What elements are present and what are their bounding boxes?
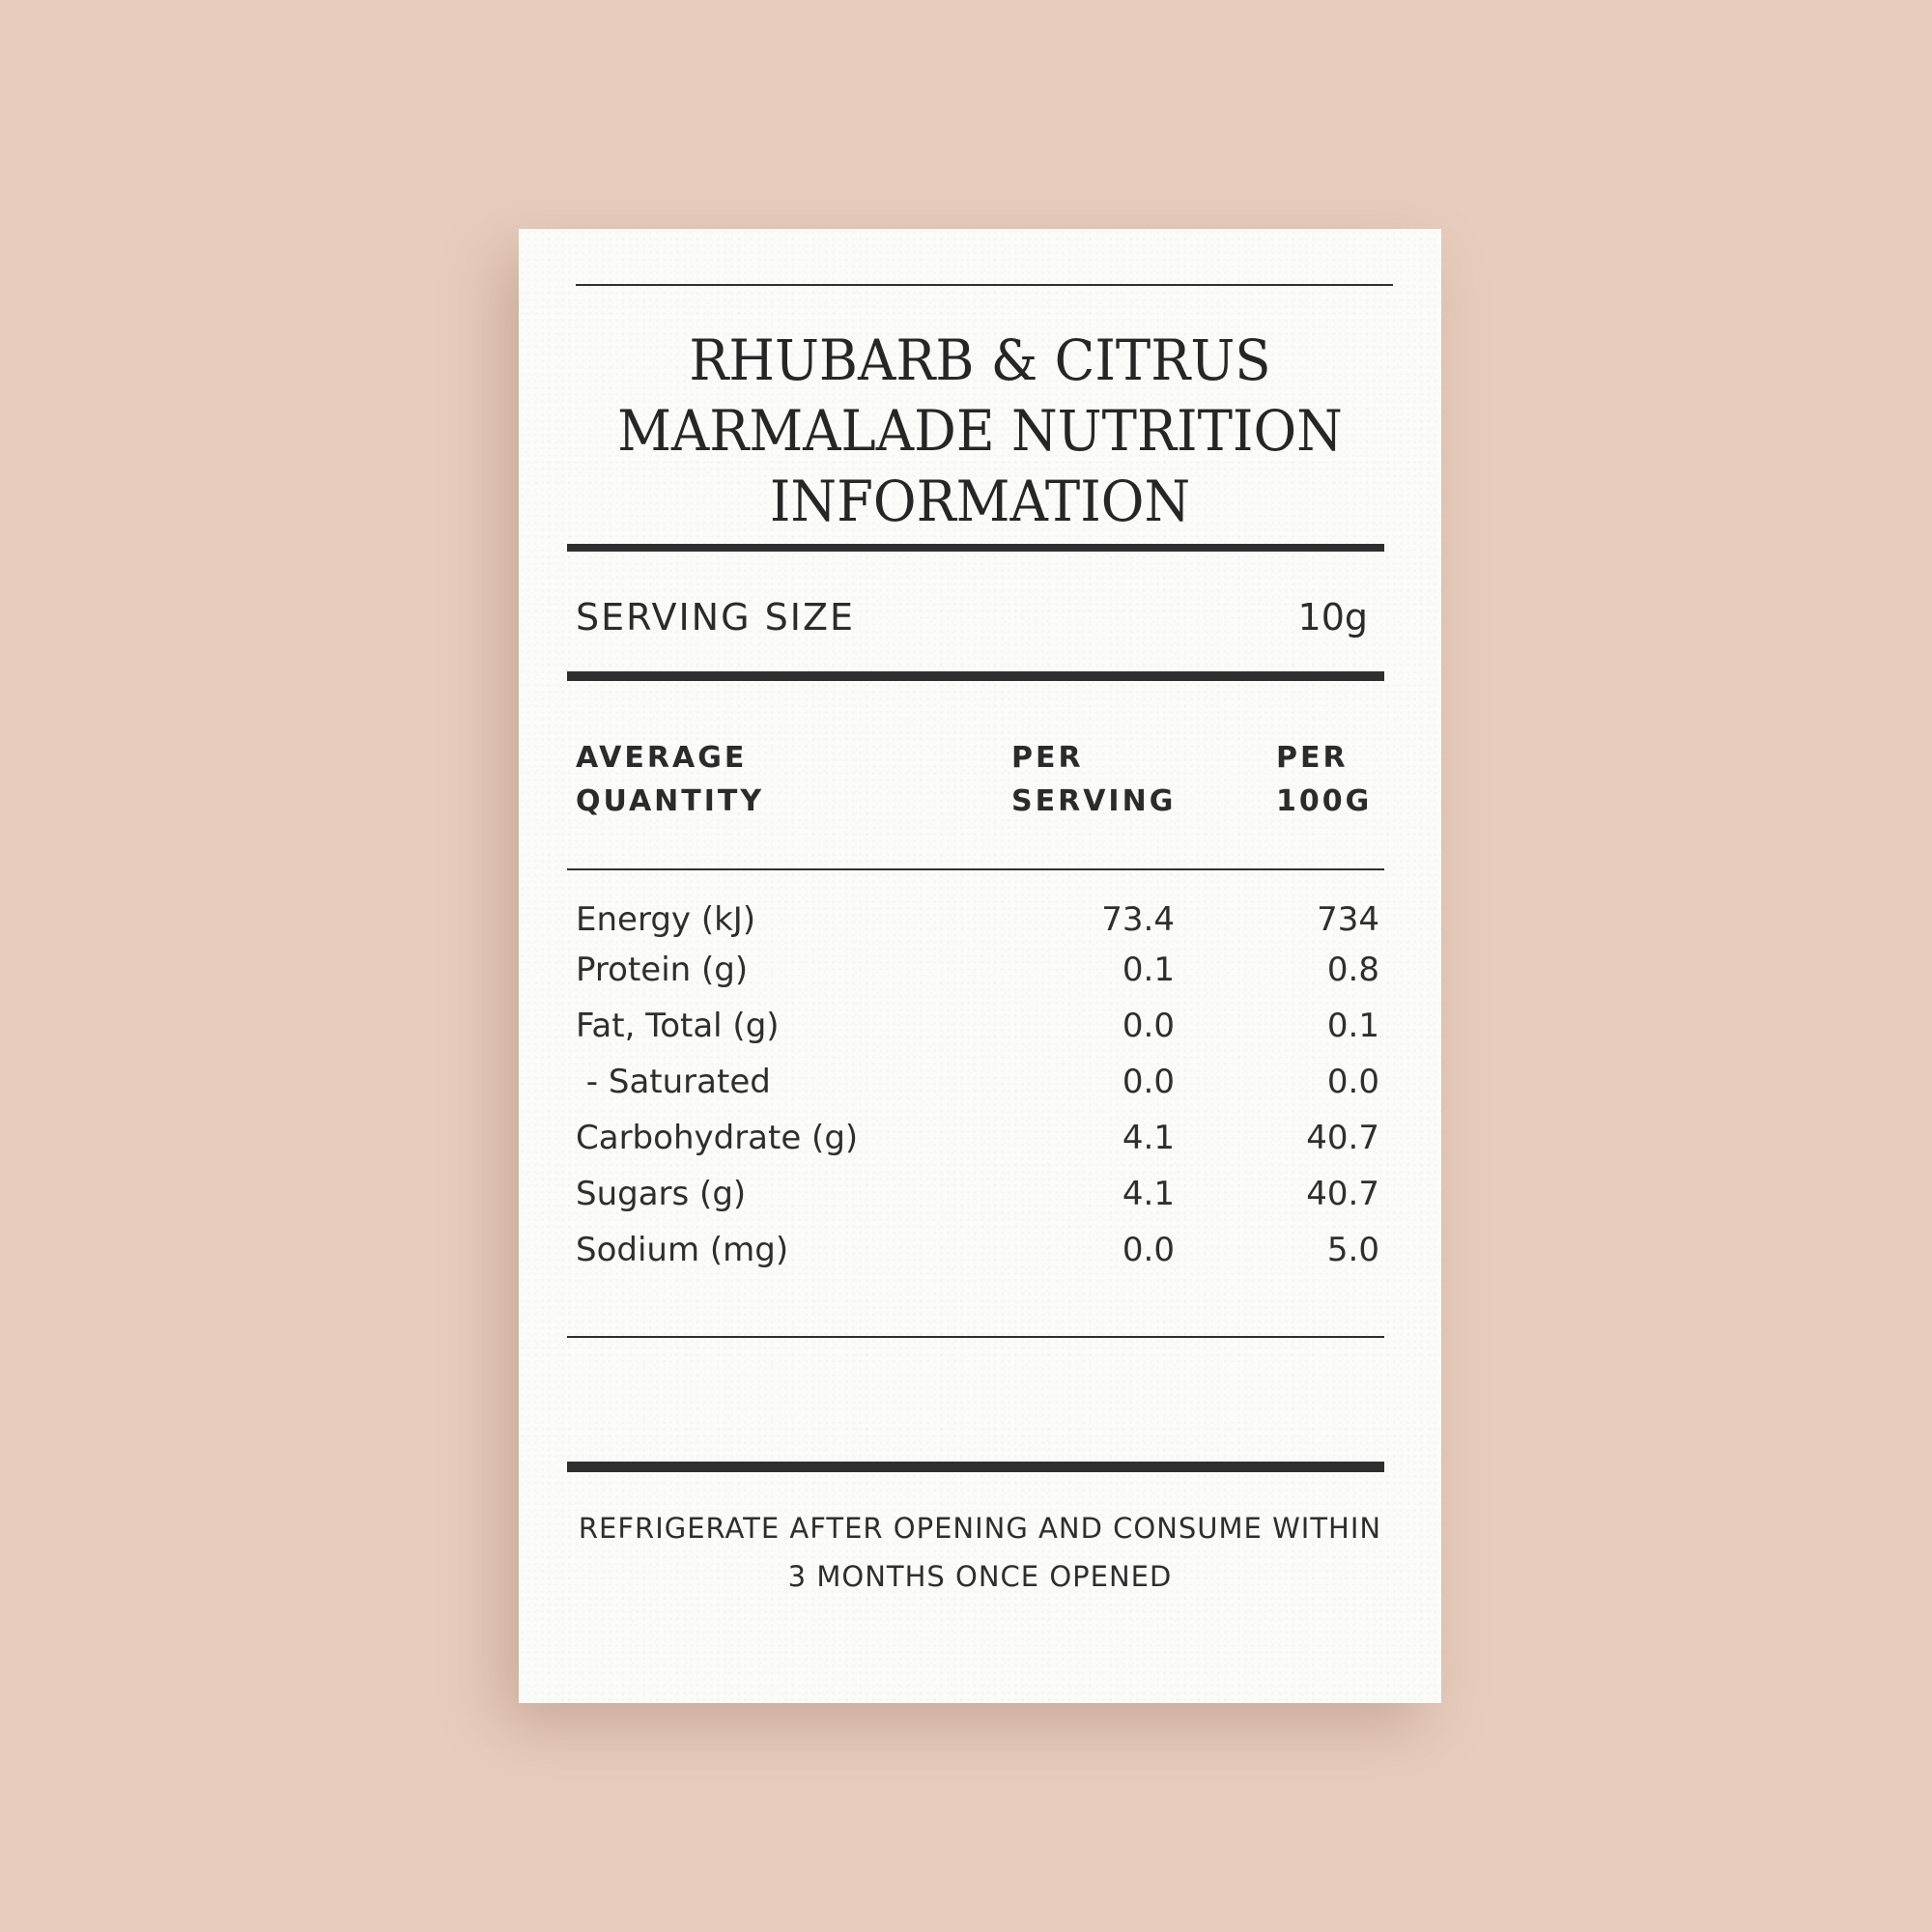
column-header-quantity — [576, 736, 764, 823]
title-divider — [567, 544, 1384, 552]
column-header-per-serving-line-1: PER — [1011, 741, 1084, 775]
per-100g-value: 0.0 — [1326, 1063, 1379, 1101]
serving-divider — [567, 671, 1384, 681]
nutrition-label-card — [519, 229, 1441, 1703]
storage-line-1: REFRIGERATE AFTER OPENING AND CONSUME WITHIN — [578, 1512, 1382, 1545]
table-row — [576, 900, 1379, 943]
title-line-1: RHUBARB & CITRUS — [689, 327, 1271, 393]
nutrient-name: Sugars (g) — [576, 1175, 747, 1213]
column-header-per-100g-line-2: 100G — [1276, 784, 1373, 818]
per-100g-value: 5.0 — [1326, 1231, 1379, 1269]
per-serving-value: 0.0 — [1122, 1007, 1175, 1045]
per-serving-value: 73.4 — [1101, 900, 1175, 939]
serving-size-label: SERVING SIZE — [576, 596, 855, 639]
column-header-per-serving — [1011, 736, 1176, 823]
column-header-quantity-line-2: QUANTITY — [576, 784, 765, 818]
nutrient-name: Carbohydrate (g) — [576, 1119, 859, 1157]
table-row — [576, 951, 1379, 993]
column-header-quantity-line-1: AVERAGE — [576, 741, 748, 775]
per-serving-value: 0.0 — [1122, 1231, 1175, 1269]
table-row — [576, 1119, 1379, 1161]
nutrient-name: Energy (kJ) — [576, 900, 756, 939]
column-header-per-100g — [1276, 736, 1372, 823]
per-serving-value: 4.1 — [1122, 1175, 1175, 1213]
nutrient-name: - Saturated — [576, 1063, 771, 1101]
footer-divider — [567, 1462, 1384, 1472]
table-bottom-divider — [567, 1336, 1384, 1338]
storage-line-2: 3 MONTHS ONCE OPENED — [787, 1560, 1173, 1593]
nutrient-name: Fat, Total (g) — [576, 1007, 780, 1045]
title-line-3: INFORMATION — [769, 469, 1191, 534]
per-100g-value: 0.8 — [1326, 951, 1379, 989]
column-header-per-serving-line-2: SERVING — [1011, 784, 1177, 818]
title-line-2: MARMALADE NUTRITION — [617, 398, 1343, 464]
table-row — [576, 1231, 1379, 1273]
nutrient-name: Protein (g) — [576, 951, 749, 989]
table-row — [576, 1175, 1379, 1217]
nutrient-name: Sodium (mg) — [576, 1231, 789, 1269]
per-100g-value: 0.1 — [1326, 1007, 1379, 1045]
table-row — [576, 1007, 1379, 1049]
per-serving-value: 0.0 — [1122, 1063, 1175, 1101]
serving-size-value: 10g — [1297, 596, 1368, 639]
table-row — [576, 1063, 1379, 1105]
column-header-per-100g-line-1: PER — [1276, 741, 1349, 775]
label-title — [582, 326, 1378, 537]
top-divider — [576, 284, 1393, 286]
per-serving-value: 4.1 — [1122, 1119, 1175, 1157]
storage-instructions — [557, 1504, 1403, 1601]
per-serving-value: 0.1 — [1122, 951, 1175, 989]
header-divider — [567, 868, 1384, 870]
per-100g-value: 40.7 — [1306, 1175, 1379, 1213]
per-100g-value: 734 — [1317, 900, 1379, 939]
per-100g-value: 40.7 — [1306, 1119, 1379, 1157]
